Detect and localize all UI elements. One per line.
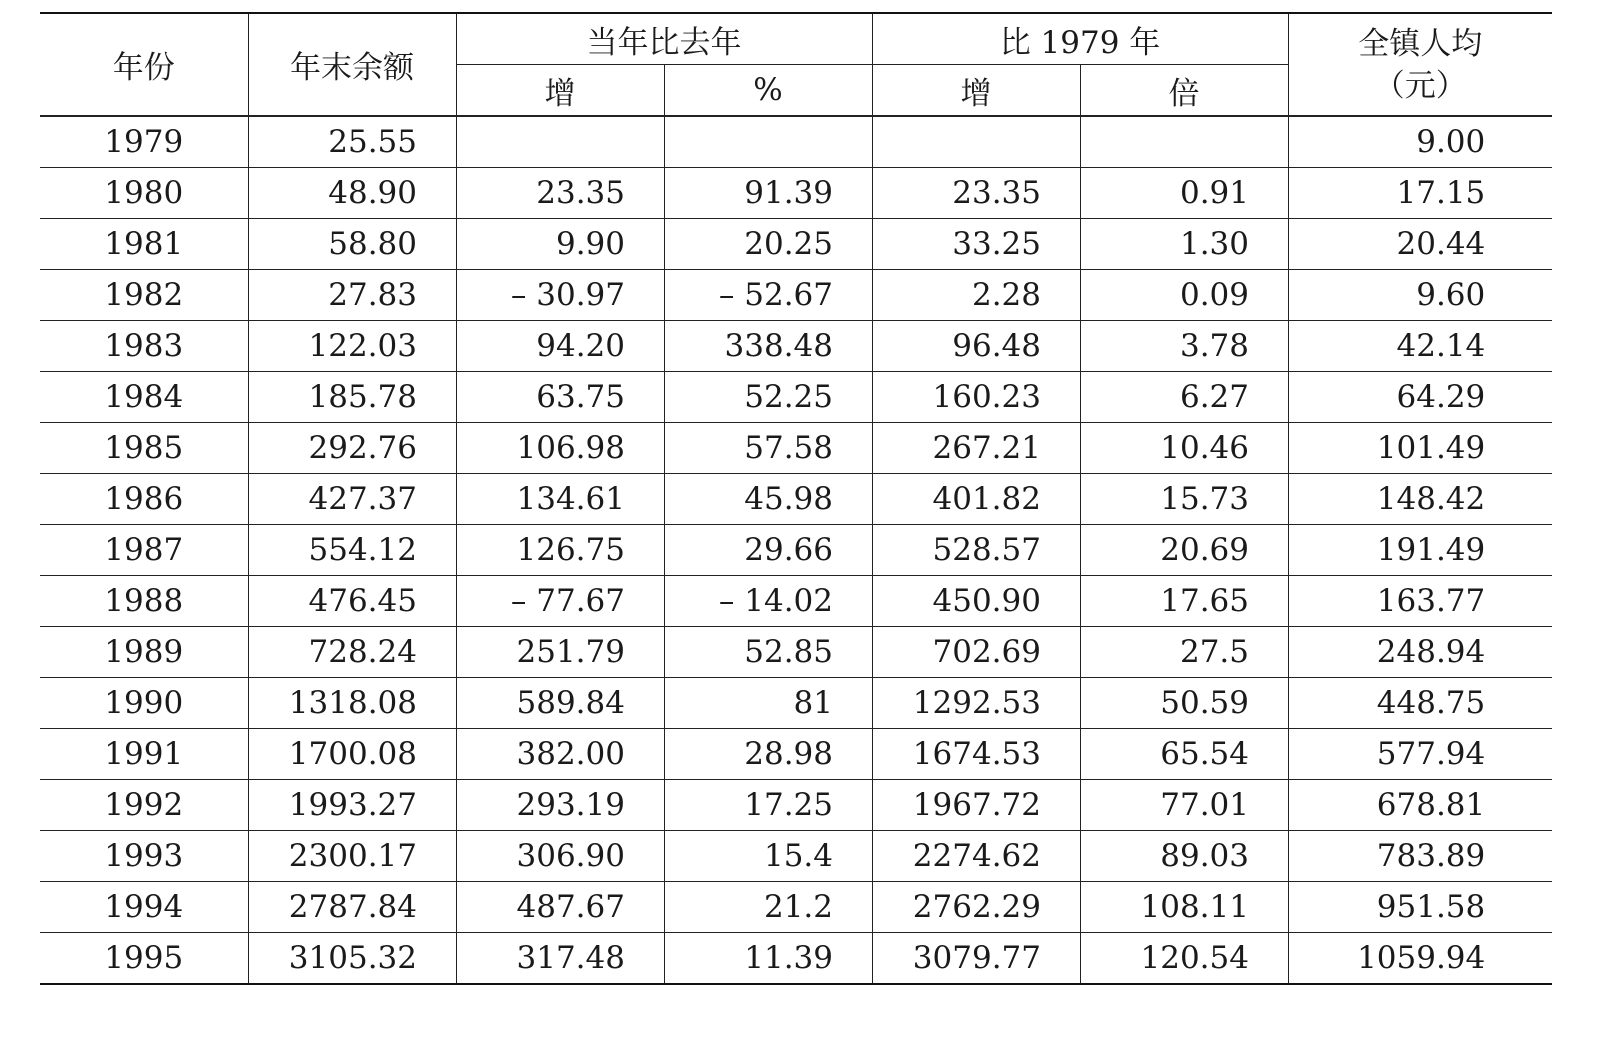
cell-multiple-vs-1979-value: 6.27 (1179, 379, 1249, 415)
table-row (40, 780, 1552, 831)
cell-increase-vs-last-year-value: 306.90 (516, 838, 625, 874)
cell-increase-vs-last-year-value: 23.35 (536, 175, 625, 211)
cell-increase-vs-1979-value: 267.21 (932, 430, 1041, 466)
cell-per-capita (1288, 933, 1552, 985)
cell-percent-vs-last-year-value: 20.25 (744, 226, 833, 262)
cell-year-value: 1993 (104, 838, 184, 874)
cell-multiple-vs-1979 (1080, 270, 1288, 321)
cell-year (40, 831, 248, 882)
cell-percent-vs-last-year (664, 168, 872, 219)
cell-year-end-balance-value: 2787.84 (288, 889, 417, 925)
data-table-container (40, 12, 1552, 985)
cell-multiple-vs-1979 (1080, 933, 1288, 985)
cell-multiple-vs-1979-value: 108.11 (1140, 889, 1249, 925)
cell-year-end-balance (248, 729, 456, 780)
cell-year-end-balance-value: 122.03 (308, 328, 417, 364)
cell-year (40, 576, 248, 627)
cell-increase-vs-last-year-value: 317.48 (516, 940, 625, 976)
cell-percent-vs-last-year-value: 28.98 (744, 736, 833, 772)
cell-per-capita (1288, 116, 1552, 168)
cell-increase-vs-1979 (872, 116, 1080, 168)
cell-percent-vs-last-year-value: 91.39 (744, 175, 833, 211)
cell-year (40, 321, 248, 372)
cell-increase-vs-last-year (456, 678, 664, 729)
cell-percent-vs-last-year-value: – 14.02 (718, 583, 833, 619)
cell-per-capita-value: 20.44 (1396, 226, 1486, 262)
cell-per-capita-value: 42.14 (1396, 328, 1486, 364)
cell-year-end-balance (248, 423, 456, 474)
cell-increase-vs-1979-value: 2762.29 (912, 889, 1041, 925)
cell-year (40, 678, 248, 729)
cell-increase-vs-1979 (872, 372, 1080, 423)
cell-per-capita (1288, 270, 1552, 321)
cell-multiple-vs-1979-value: 15.73 (1160, 481, 1249, 517)
cell-per-capita (1288, 780, 1552, 831)
cell-year (40, 168, 248, 219)
cell-year-end-balance (248, 116, 456, 168)
cell-increase-vs-last-year (456, 219, 664, 270)
cell-year-value: 1984 (104, 379, 184, 415)
cell-percent-vs-last-year (664, 321, 872, 372)
cell-year-end-balance-value: 48.90 (328, 175, 417, 211)
header-vs-1979-increase: 增 (872, 65, 1080, 117)
cell-percent-vs-last-year-value: 52.85 (744, 634, 833, 670)
cell-multiple-vs-1979-value: 0.91 (1179, 175, 1249, 211)
cell-year-end-balance (248, 780, 456, 831)
cell-per-capita (1288, 576, 1552, 627)
cell-increase-vs-1979-value: 401.82 (932, 481, 1041, 517)
cell-year-end-balance-value: 1318.08 (288, 685, 417, 721)
cell-per-capita (1288, 219, 1552, 270)
cell-percent-vs-last-year (664, 116, 872, 168)
cell-multiple-vs-1979 (1080, 321, 1288, 372)
cell-increase-vs-1979 (872, 627, 1080, 678)
cell-multiple-vs-1979-value: 3.78 (1179, 328, 1249, 364)
cell-year (40, 372, 248, 423)
cell-increase-vs-last-year (456, 933, 664, 985)
cell-year (40, 219, 248, 270)
cell-increase-vs-1979-value: 1967.72 (912, 787, 1041, 823)
cell-year-end-balance-value: 1700.08 (288, 736, 417, 772)
cell-multiple-vs-1979-value: 65.54 (1160, 736, 1249, 772)
cell-year-value: 1986 (104, 481, 184, 517)
cell-multiple-vs-1979 (1080, 168, 1288, 219)
cell-percent-vs-last-year (664, 474, 872, 525)
cell-percent-vs-last-year-value: 15.4 (763, 838, 833, 874)
cell-per-capita (1288, 321, 1552, 372)
cell-year-end-balance-value: 185.78 (308, 379, 417, 415)
table-row (40, 372, 1552, 423)
cell-year-end-balance-value: 58.80 (328, 226, 417, 262)
cell-year-end-balance (248, 219, 456, 270)
cell-increase-vs-1979 (872, 831, 1080, 882)
cell-year-end-balance (248, 270, 456, 321)
cell-per-capita-value: 678.81 (1376, 787, 1486, 823)
table-row (40, 116, 1552, 168)
cell-percent-vs-last-year-value: 21.2 (763, 889, 833, 925)
cell-percent-vs-last-year (664, 576, 872, 627)
cell-percent-vs-last-year (664, 933, 872, 985)
cell-increase-vs-last-year (456, 729, 664, 780)
header-vs-last-year-percent: % (664, 65, 872, 117)
cell-year (40, 933, 248, 985)
cell-increase-vs-last-year (456, 525, 664, 576)
cell-multiple-vs-1979 (1080, 525, 1288, 576)
cell-increase-vs-last-year-value: 126.75 (516, 532, 625, 568)
header-vs-last-year-increase: 增 (456, 65, 664, 117)
cell-year-end-balance-value: 427.37 (308, 481, 417, 517)
cell-year (40, 882, 248, 933)
cell-per-capita (1288, 678, 1552, 729)
cell-multiple-vs-1979 (1080, 219, 1288, 270)
cell-percent-vs-last-year (664, 729, 872, 780)
cell-per-capita (1288, 882, 1552, 933)
table-row (40, 576, 1552, 627)
cell-increase-vs-1979 (872, 423, 1080, 474)
cell-increase-vs-1979-value: 1674.53 (912, 736, 1041, 772)
cell-year-value: 1995 (104, 940, 184, 976)
cell-year-value: 1988 (104, 583, 184, 619)
cell-increase-vs-last-year (456, 321, 664, 372)
table-row (40, 474, 1552, 525)
cell-increase-vs-last-year (456, 168, 664, 219)
table-row (40, 882, 1552, 933)
table-row (40, 168, 1552, 219)
cell-year-end-balance (248, 831, 456, 882)
cell-increase-vs-last-year-value: 63.75 (536, 379, 625, 415)
cell-per-capita-value: 9.00 (1416, 124, 1486, 160)
cell-increase-vs-1979-value: 702.69 (932, 634, 1041, 670)
cell-multiple-vs-1979-value: 50.59 (1160, 685, 1249, 721)
cell-year (40, 729, 248, 780)
cell-increase-vs-last-year-value: 134.61 (516, 481, 625, 517)
table-row (40, 270, 1552, 321)
table-row (40, 933, 1552, 985)
cell-year-end-balance-value: 1993.27 (288, 787, 417, 823)
cell-multiple-vs-1979-value: 1.30 (1179, 226, 1249, 262)
cell-increase-vs-1979 (872, 576, 1080, 627)
cell-multiple-vs-1979 (1080, 474, 1288, 525)
cell-year-end-balance (248, 474, 456, 525)
cell-per-capita (1288, 525, 1552, 576)
cell-percent-vs-last-year-value: 81 (793, 685, 833, 721)
cell-year (40, 270, 248, 321)
cell-year-end-balance-value: 476.45 (308, 583, 417, 619)
cell-per-capita (1288, 168, 1552, 219)
cell-year (40, 780, 248, 831)
cell-increase-vs-1979 (872, 678, 1080, 729)
cell-multiple-vs-1979-value: 77.01 (1160, 787, 1249, 823)
cell-year-value: 1980 (104, 175, 184, 211)
cell-per-capita-value: 448.75 (1376, 685, 1486, 721)
cell-multiple-vs-1979 (1080, 882, 1288, 933)
cell-increase-vs-1979-value: 160.23 (932, 379, 1041, 415)
cell-year-end-balance (248, 372, 456, 423)
cell-year-end-balance (248, 627, 456, 678)
cell-multiple-vs-1979-value: 20.69 (1160, 532, 1249, 568)
cell-increase-vs-1979-value: 528.57 (932, 532, 1041, 568)
cell-percent-vs-last-year (664, 270, 872, 321)
cell-multiple-vs-1979-value: 17.65 (1160, 583, 1249, 619)
cell-year-value: 1989 (104, 634, 184, 670)
cell-increase-vs-last-year-value: – 77.67 (510, 583, 625, 619)
cell-increase-vs-last-year (456, 576, 664, 627)
table-row (40, 831, 1552, 882)
header-per-capita-unit: （元） (1373, 67, 1467, 104)
header-per-capita-line1: 全镇人均 (1358, 25, 1483, 62)
cell-multiple-vs-1979-value: 27.5 (1179, 634, 1249, 670)
cell-increase-vs-last-year (456, 474, 664, 525)
cell-increase-vs-last-year (456, 372, 664, 423)
cell-year (40, 525, 248, 576)
cell-year-end-balance (248, 168, 456, 219)
cell-year-end-balance-value: 25.55 (328, 124, 417, 160)
cell-increase-vs-last-year-value: – 30.97 (510, 277, 625, 313)
cell-percent-vs-last-year (664, 372, 872, 423)
table-row (40, 423, 1552, 474)
cell-increase-vs-last-year (456, 882, 664, 933)
cell-percent-vs-last-year (664, 780, 872, 831)
cell-percent-vs-last-year-value: 29.66 (744, 532, 833, 568)
cell-per-capita (1288, 372, 1552, 423)
cell-per-capita (1288, 474, 1552, 525)
cell-per-capita-value: 101.49 (1376, 430, 1486, 466)
table-header (40, 13, 1552, 116)
cell-multiple-vs-1979 (1080, 627, 1288, 678)
cell-year-value: 1990 (104, 685, 184, 721)
cell-increase-vs-last-year-value: 9.90 (555, 226, 625, 262)
cell-per-capita (1288, 831, 1552, 882)
cell-year-end-balance-value: 3105.32 (288, 940, 417, 976)
cell-per-capita-value: 248.94 (1376, 634, 1486, 670)
cell-increase-vs-last-year (456, 831, 664, 882)
cell-year-value: 1985 (104, 430, 184, 466)
cell-percent-vs-last-year (664, 831, 872, 882)
cell-per-capita-value: 17.15 (1396, 175, 1486, 211)
cell-multiple-vs-1979 (1080, 678, 1288, 729)
cell-increase-vs-1979-value: 2274.62 (912, 838, 1041, 874)
cell-multiple-vs-1979 (1080, 780, 1288, 831)
cell-increase-vs-1979-value: 2.28 (971, 277, 1041, 313)
header-balance: 年末余额 (248, 13, 456, 116)
cell-per-capita-value: 191.49 (1376, 532, 1486, 568)
cell-percent-vs-last-year-value: – 52.67 (718, 277, 833, 313)
cell-increase-vs-1979 (872, 882, 1080, 933)
cell-percent-vs-last-year (664, 525, 872, 576)
cell-increase-vs-1979 (872, 321, 1080, 372)
cell-percent-vs-last-year (664, 678, 872, 729)
cell-year-value: 1982 (104, 277, 184, 313)
cell-year-value: 1981 (104, 226, 184, 262)
table-row (40, 627, 1552, 678)
cell-increase-vs-last-year (456, 423, 664, 474)
cell-year-end-balance (248, 882, 456, 933)
cell-year (40, 627, 248, 678)
cell-year-value: 1983 (104, 328, 184, 364)
cell-percent-vs-last-year-value: 57.58 (744, 430, 833, 466)
cell-per-capita (1288, 423, 1552, 474)
cell-year-end-balance (248, 933, 456, 985)
cell-increase-vs-last-year-value: 382.00 (516, 736, 625, 772)
cell-multiple-vs-1979 (1080, 729, 1288, 780)
cell-year-value: 1987 (104, 532, 184, 568)
cell-year-end-balance (248, 576, 456, 627)
cell-increase-vs-1979 (872, 168, 1080, 219)
header-vs-last-year: 当年比去年 (456, 13, 872, 65)
table-row (40, 525, 1552, 576)
cell-increase-vs-last-year-value: 589.84 (516, 685, 625, 721)
cell-year-value: 1991 (104, 736, 184, 772)
cell-multiple-vs-1979-value: 89.03 (1160, 838, 1249, 874)
cell-increase-vs-1979 (872, 525, 1080, 576)
cell-year-value: 1979 (104, 124, 184, 160)
cell-year-end-balance-value: 554.12 (308, 532, 417, 568)
cell-multiple-vs-1979-value: 10.46 (1160, 430, 1249, 466)
cell-percent-vs-last-year (664, 219, 872, 270)
cell-year-value: 1994 (104, 889, 184, 925)
cell-increase-vs-1979 (872, 474, 1080, 525)
cell-per-capita-value: 163.77 (1376, 583, 1486, 619)
table-body (40, 116, 1552, 984)
cell-increase-vs-last-year-value: 94.20 (536, 328, 625, 364)
cell-percent-vs-last-year-value: 45.98 (744, 481, 833, 517)
cell-per-capita-value: 577.94 (1376, 736, 1486, 772)
cell-year-end-balance (248, 525, 456, 576)
header-vs-1979-multiple: 倍 (1080, 65, 1288, 117)
cell-year (40, 474, 248, 525)
cell-per-capita (1288, 627, 1552, 678)
cell-per-capita-value: 9.60 (1416, 277, 1486, 313)
cell-increase-vs-1979 (872, 270, 1080, 321)
cell-per-capita-value: 951.58 (1376, 889, 1486, 925)
cell-year-end-balance (248, 321, 456, 372)
savings-balance-table (40, 12, 1552, 985)
cell-percent-vs-last-year (664, 627, 872, 678)
cell-increase-vs-1979 (872, 780, 1080, 831)
cell-increase-vs-1979 (872, 729, 1080, 780)
cell-percent-vs-last-year (664, 882, 872, 933)
cell-year-end-balance-value: 2300.17 (288, 838, 417, 874)
cell-increase-vs-last-year-value: 106.98 (516, 430, 625, 466)
cell-per-capita-value: 64.29 (1396, 379, 1486, 415)
table-row (40, 219, 1552, 270)
cell-increase-vs-last-year-value: 251.79 (516, 634, 625, 670)
cell-percent-vs-last-year-value: 11.39 (744, 940, 833, 976)
cell-percent-vs-last-year-value: 17.25 (744, 787, 833, 823)
cell-increase-vs-1979 (872, 933, 1080, 985)
cell-per-capita-value: 148.42 (1376, 481, 1486, 517)
cell-increase-vs-1979-value: 96.48 (952, 328, 1041, 364)
cell-increase-vs-last-year-value: 487.67 (516, 889, 625, 925)
header-year: 年份 (40, 13, 248, 116)
cell-year (40, 116, 248, 168)
header-vs-1979: 比 1979 年 (872, 13, 1288, 65)
cell-year-end-balance (248, 678, 456, 729)
cell-increase-vs-1979 (872, 219, 1080, 270)
cell-multiple-vs-1979 (1080, 372, 1288, 423)
table-row (40, 321, 1552, 372)
cell-percent-vs-last-year-value: 338.48 (724, 328, 833, 364)
cell-percent-vs-last-year (664, 423, 872, 474)
cell-increase-vs-1979-value: 1292.53 (912, 685, 1041, 721)
cell-multiple-vs-1979-value: 0.09 (1179, 277, 1249, 313)
cell-year-end-balance-value: 27.83 (328, 277, 417, 313)
cell-multiple-vs-1979 (1080, 576, 1288, 627)
cell-multiple-vs-1979 (1080, 831, 1288, 882)
cell-multiple-vs-1979-value: 120.54 (1140, 940, 1249, 976)
cell-year-value: 1992 (104, 787, 184, 823)
cell-per-capita (1288, 729, 1552, 780)
table-row (40, 729, 1552, 780)
cell-year-end-balance-value: 292.76 (308, 430, 417, 466)
cell-year (40, 423, 248, 474)
cell-increase-vs-1979-value: 450.90 (932, 583, 1041, 619)
cell-increase-vs-last-year-value: 293.19 (516, 787, 625, 823)
cell-multiple-vs-1979 (1080, 116, 1288, 168)
cell-increase-vs-1979-value: 3079.77 (912, 940, 1041, 976)
cell-per-capita-value: 1059.94 (1357, 940, 1486, 976)
cell-increase-vs-last-year (456, 780, 664, 831)
cell-per-capita-value: 783.89 (1376, 838, 1486, 874)
cell-increase-vs-last-year (456, 116, 664, 168)
cell-percent-vs-last-year-value: 52.25 (744, 379, 833, 415)
cell-increase-vs-1979-value: 33.25 (952, 226, 1041, 262)
table-row (40, 678, 1552, 729)
cell-increase-vs-last-year (456, 627, 664, 678)
cell-year-end-balance-value: 728.24 (308, 634, 417, 670)
header-per-capita (1288, 13, 1552, 116)
cell-increase-vs-1979-value: 23.35 (952, 175, 1041, 211)
cell-increase-vs-last-year (456, 270, 664, 321)
cell-multiple-vs-1979 (1080, 423, 1288, 474)
